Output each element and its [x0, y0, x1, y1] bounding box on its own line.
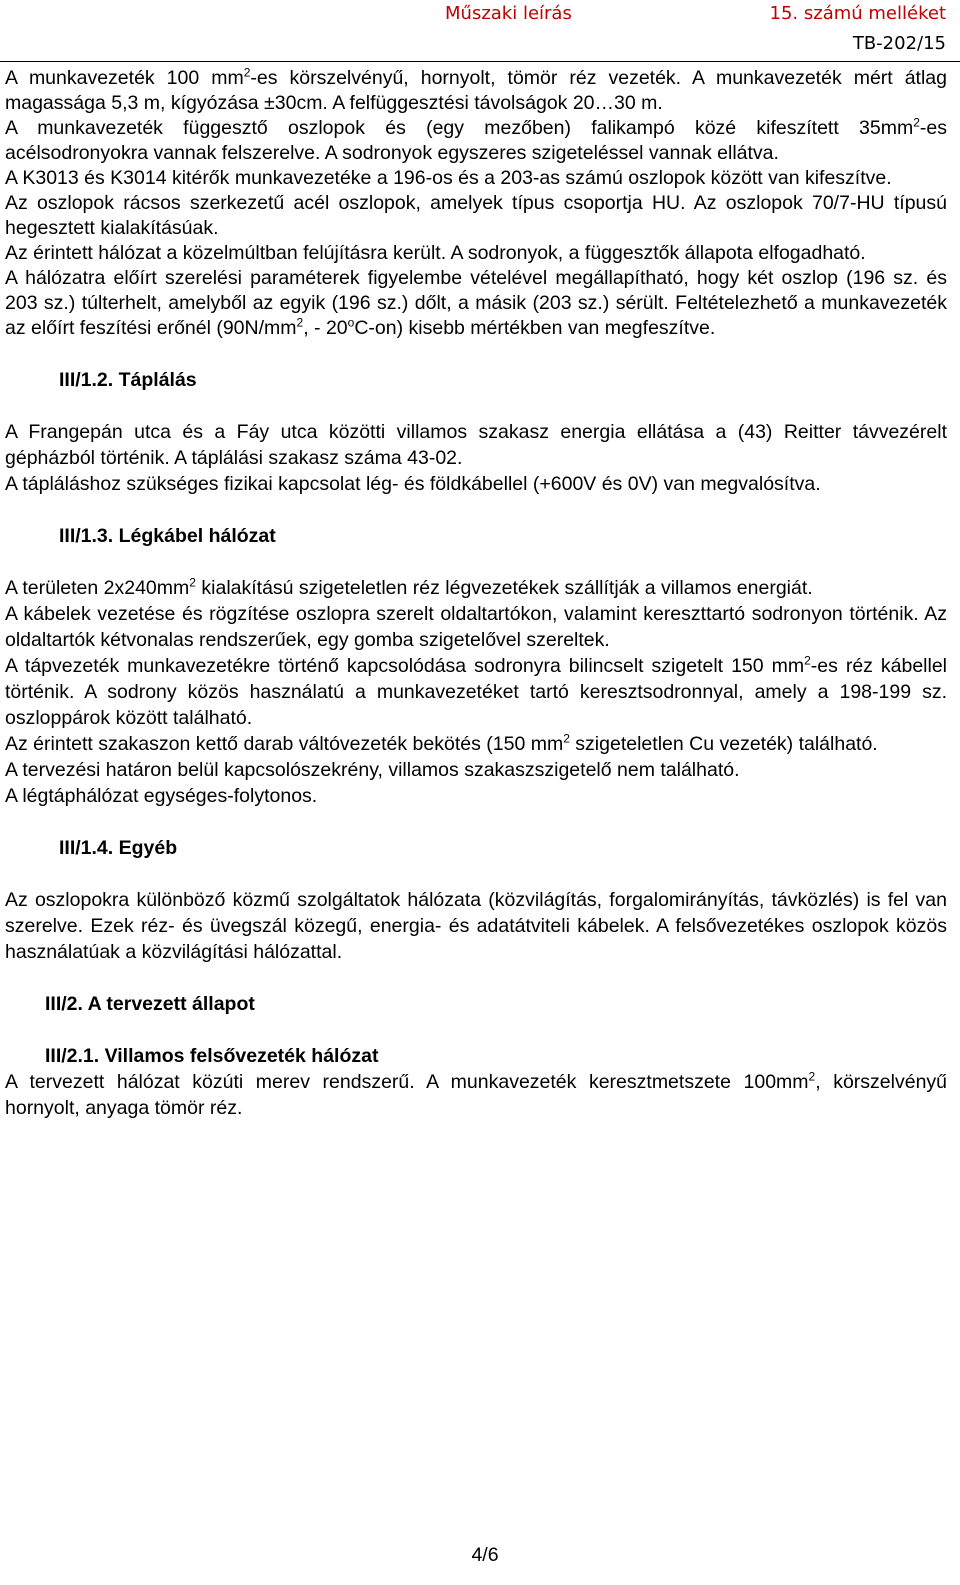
header-annex: 15. számú melléket [769, 3, 946, 24]
section-heading: III/1.3. Légkábel hálózat [59, 525, 276, 547]
paragraph: A Frangepán utca és a Fáy utca közötti villamos szakasz energia ellátása a (43) Reitter távvezérelt gépházból történik. A táplálási szakasz száma 43-02. [5, 421, 947, 469]
section-heading: III/1.2. Táplálás [59, 369, 197, 391]
section-heading: III/2.1. Villamos felsővezeték hálózat [45, 1045, 379, 1067]
paragraph: Az oszlopok rácsos szerkezetű acél oszlopok, amelyek típus csoportja HU. Az oszlopok 70/7-HU típusú hegesztett kialakításúak. [5, 192, 947, 239]
paragraph: Az érintett szakaszon kettő darab váltóvezeték bekötés (150 $mm^2$ szigeteletlen Cu vezeték) található. [5, 731, 878, 755]
page-number: 4/6 [471, 1544, 499, 1566]
paragraph: A tervezési határon belül kapcsolószekrény, villamos szakaszszigetelő nem található. [5, 759, 740, 781]
paragraph: A K3013 és K3014 kitérők munkavezetéke a 196-os és a 203-as számú oszlopok között van kifeszítve. [5, 167, 892, 189]
paragraph: A kábelek vezetése és rögzítése oszlopra szerelt oldaltartókon, valamint kereszttartó sodronyon történik. Az oldaltartók kétvonalas rendszerűek, egy gomba szigetelővel szereltek. [5, 603, 947, 651]
page-header [0, 0, 960, 62]
document-body [5, 66, 947, 1121]
section-heading: III/2. A tervezett állapot [45, 993, 255, 1015]
header-doc-type: Műszaki leírás [445, 3, 572, 24]
paragraph: A tervezett hálózat közúti merev rendszerű. A munkavezeték keresztmetszete $100mm^2$, körszelvényű hornyolt, anyaga tömör réz. [5, 1069, 948, 1119]
paragraph: Az oszlopokra különböző közmű szolgáltatok hálózata (közvilágítás, forgalomirányítás, távközlés) is fel van szerelve. Ezek réz- és üvegszál közegű, energia- és adatátviteli kábelek. A felsővezetékes oszlopok közös használatúak a közvilágítási hálózattal. [5, 889, 947, 963]
section-heading: III/1.4. Egyéb [59, 837, 178, 859]
paragraph: A munkavezeték függesztő oszlopok és (egy mezőben) falikampó közé kifeszített $35mm^2-es$ acélsodronyokra vannak felszerelve. A sodronyok egyszeres szigeteléssel vannak ellátva. [5, 115, 947, 164]
paragraph: A hálózatra előírt szerelési paraméterek figyelembe vételével megállapítható, hogy két oszlop (196 sz. és 203 sz.) túlterhelt, amelyből az egyik (196 sz.) dőlt, a másik (203 sz.) sérült. Feltételezhető a munkavezeték az előírt feszítési erőnél ($90N/mm^2$, - 20$^o$C-on) kisebb mértékben van megfeszítve. [5, 267, 947, 339]
paragraph: A tápvezeték munkavezetékre történő kapcsolódása sodronyra bilincselt szigetelt 150 $mm^2-es$ réz kábellel történik. A sodrony közös használatú a munkavezetéket tartó keresztsodronnyal, amely a 198-199 sz. oszloppárok között található. [5, 653, 948, 729]
paragraph: A légtáphálózat egységes-folytonos. [5, 785, 318, 807]
paragraph: A területen $2x240mm^2$ kialakítású szigeteletlen réz légvezetékek szállítják a villamos energiát. [5, 575, 813, 599]
paragraph: A munkavezeték 100 $mm^2-es$ körszelvényű, hornyolt, tömör réz vezeték. A munkavezeték mért átlag magassága 5,3 m, kígyózása ±30cm. A felfüggesztési távolságok 20…30 m. [5, 65, 947, 114]
header-code: TB-202/15 [852, 33, 946, 54]
paragraph: Az érintett hálózat a közelmúltban felújításra került. A sodronyok, a függesztők állapota elfogadható. [5, 242, 866, 264]
header-rule [0, 61, 960, 62]
paragraph: A tápláláshoz szükséges fizikai kapcsolat lég- és földkábellel (+600V és 0V) van megvalósítva. [5, 473, 821, 495]
